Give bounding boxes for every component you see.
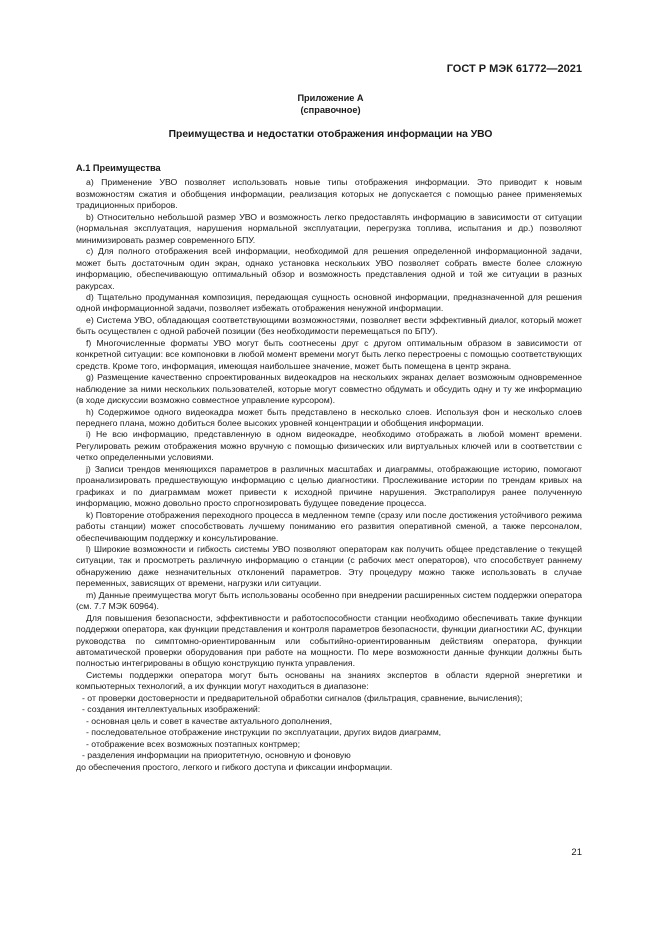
paragraph-f: f) Многочисленные форматы УВО могут быть соотнесены друг с другом оптимальным образом в зависимости от конкретной ситуации: все компоновки в любой момент времени могут быть легко перестроены с помощью соответствующих средств. Кроме того, информация, имеющая наибольшее значение, может быть помещена в центр экрана. <box>76 337 582 371</box>
closing-line: до обеспечения простого, легкого и гибкого доступа и фиксации информации. <box>76 761 393 772</box>
paragraph-b: b) Относительно небольшой размер УВО и возможность легко предоставлять информацию в зависимости от ситуации (нормальная эксплуатация, нарушения нормальной эксплуатации, перегрузка топлива, испытания и др.) позволяют минимизировать размер современного БПУ. <box>76 211 582 245</box>
list-item: - создания интеллектуальных изображений: <box>82 704 261 715</box>
paragraph-support-systems: Системы поддержки оператора могут быть основаны на знаниях экспертов в области ядерной энергетики и компьютерных технологий, а их функции могут находиться в диапазоне: <box>76 669 582 692</box>
paragraph-k: k) Повторение отображения переходного процесса в медленном темпе (сразу или после достижения устойчивого режима работы станции) может способствовать лучшему пониманию его развития оперативной сменой, а также персоналом, обеспечивающим поддержку и консультирование. <box>76 509 582 543</box>
annex-heading <box>0 92 661 116</box>
list-item: - от проверки достоверности и предварительной обработки сигналов (фильтрация, сравнение, вычисления); <box>82 692 523 703</box>
annex-subtitle: (справочное) <box>300 105 361 115</box>
paragraph-d: d) Тщательно продуманная композиция, передающая сущность основной информации, предназначенной для решения одной информационной задачи, позволяет избежать отображения ненужной информации. <box>76 291 582 314</box>
list-item: - разделения информации на приоритетную, основную и фоновую <box>82 750 351 761</box>
document-title: Преимущества и недостатки отображения информации на УВО <box>168 129 493 140</box>
sublist-item: - отображение всех возможных поэтапных контрмер; <box>86 738 301 749</box>
paragraph-g: g) Размещение качественно спроектированных видеокадров на нескольких экранах делает возможным одновременное наблюдение за ними нескольких пользователей, которые могут совместно обдумать и обсудить одну и ту же информацию (в ходе дискуссии возможно совместное управление курсором). <box>76 372 582 406</box>
paragraph-i: i) Не всю информацию, представленную в одном видеокадре, необходимо отображать в любой момент времени. Регулировать режим отображения можно вручную с помощью физических или виртуальных ключей или в соответствии с четко определенными условиями. <box>76 429 582 463</box>
page-number: 21 <box>571 847 582 858</box>
paragraph-c: с) Для полного отображения всей информации, необходимой для решения определенной информационной задачи, может быть достаточным один экран, однако установка нескольких УВО позволяет собрать вместе более сложную информацию, обеспечивающую оптимальный обзор и возможность представления одной и той же ситуации в разных ракурсах. <box>76 246 582 291</box>
annex-title: Приложение А <box>297 93 364 103</box>
paragraph-support-functions: Для повышения безопасности, эффективности и работоспособности станции необходимо обеспечивать такие функции поддержки оператора, как функции представления и контроля параметров безопасности, функции диагностики АС, функции руководства по симптомно-ориентированным или событийно-ориентированным действиям оператора, функции автоматической проверки оборудования при работе на мощности. По мере возможности данные функции должны быть полностью интегрированы в общую конструкцию пункта управления. <box>76 612 582 669</box>
standard-number: ГОСТ Р МЭК 61772—2021 <box>446 63 582 75</box>
paragraph-l: l) Широкие возможности и гибкость системы УВО позволяют операторам как получить общее представление о текущей ситуации, так и просмотреть различную информацию о станции (с рабочих мест операторов), что способствует раннему обнаружению даже незначительных отклонений параметров. Эту процедуру можно также использовать в случае переменных, зависящих от времени, нагрузки или ситуации. <box>76 543 582 589</box>
paragraph-a: а) Применение УВО позволяет использовать новые типы отображения информации. Это приводит к новым возможностям сжатия и обобщения информации, реализация которых не допускается с помощью ранее применяемых традиционных приборов. <box>76 177 582 211</box>
body-text <box>76 163 582 773</box>
paragraph-m: m) Данные преимущества могут быть использованы особенно при внедрении расширенных систем поддержки оператора (см. 7.7 МЭК 60964). <box>76 589 582 612</box>
section-heading: А.1 Преимущества <box>76 163 161 173</box>
paragraph-j: j) Записи трендов меняющихся параметров в различных масштабах и диаграммы, отображающие историю, помогают проанализировать предшествующую информацию с целью диагностики. Прослеживание истории по трендам кривых на графиках и по диаграммам может привести к исходной причине нарушения. Экстраполируя ранее полученную информацию, можно довольно просто спрогнозировать будущее поведение процесса. <box>76 463 582 509</box>
paragraph-h: h) Содержимое одного видеокадра может быть представлено в несколько слоев. Используя фон и несколько слоев переднего плана, можно добиться более высоких уровней концентрации и обобщения информации. <box>76 406 582 428</box>
paragraph-e: е) Система УВО, обладающая соответствующими возможностями, позволяет вести эффективный диалог, который может быть осуществлен с одной рабочей позиции (без необходимости перемещаться по БПУ). <box>76 314 582 337</box>
sublist-item: - основная цель и совет в качестве актуального дополнения, <box>86 715 333 726</box>
sublist-item: - последовательное отображение инструкции по эксплуатации, других видов диаграмм, <box>86 727 442 738</box>
